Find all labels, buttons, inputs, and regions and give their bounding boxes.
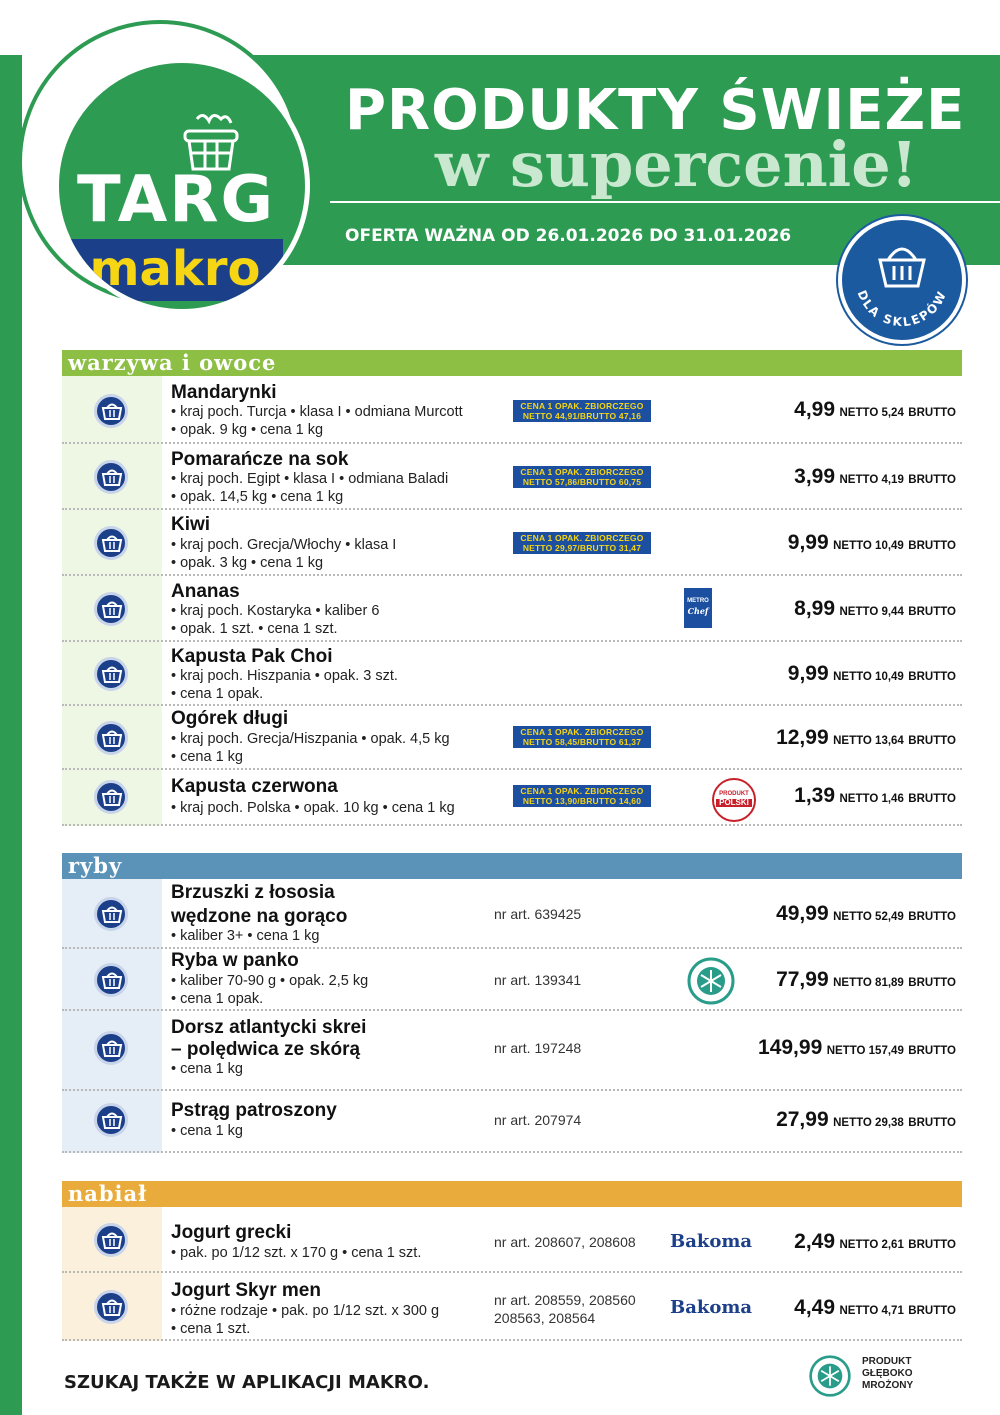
price: 12,99 NETTO 13,64 BRUTTO (776, 726, 956, 749)
basket-icon (94, 592, 128, 626)
basket-icon (94, 526, 128, 560)
basket-icon (94, 963, 128, 997)
basket-icon (94, 897, 128, 931)
product-row[interactable] (62, 770, 962, 826)
product-name: Jogurt grecki (171, 1222, 292, 1243)
basket-icon (94, 1031, 128, 1065)
product-desc: • kraj poch. Grecja/Włochy • klasa I (171, 537, 397, 553)
price: 27,99 NETTO 29,38 BRUTTO (776, 1108, 956, 1131)
price: 49,99 NETTO 52,49 BRUTTO (776, 902, 956, 925)
price: 9,99 NETTO 10,49 BRUTTO (787, 531, 956, 554)
product-name: Kapusta czerwona (171, 776, 338, 797)
product-desc: • kaliber 3+ • cena 1 kg (171, 928, 320, 944)
app-promo-text: SZUKAJ TAKŻE W APLIKACJI MAKRO. (64, 1372, 430, 1393)
product-desc: • kraj poch. Kostaryka • kaliber 6 (171, 603, 380, 619)
offer-validity: OFERTA WAŻNA OD 26.01.2026 DO 31.01.2026 (345, 226, 792, 246)
bulk-price-tag: CENA 1 OPAK. ZBIORCZEGO NETTO 58,45/BRUTTO 61,37 (513, 726, 651, 748)
frozen-legend: PRODUKT GŁĘBOKO MROŻONY (862, 1356, 914, 1391)
product-name: Brzuszki z łososia (171, 882, 335, 903)
product-name: Jogurt Skyr men (171, 1280, 321, 1301)
product-row[interactable] (62, 376, 962, 444)
price: 149,99 NETTO 157,49 BRUTTO (758, 1036, 956, 1059)
product-desc: • cena 1 szt. (171, 1321, 251, 1337)
product-name: – polędwica ze skórą (171, 1039, 361, 1060)
logo-makro-text: makro (67, 239, 283, 301)
section-produce-header: warzywa i owoce (62, 350, 962, 376)
page-title: PRODUKTY ŚWIEŻE (345, 78, 966, 143)
page-subtitle: w supercenie! (435, 128, 918, 201)
product-desc: • cena 1 opak. (171, 686, 264, 702)
product-name: Kapusta Pak Choi (171, 646, 333, 667)
product-row[interactable] (62, 1011, 962, 1091)
polish-product-badge: PRODUKT POLSKI (712, 778, 756, 822)
section-dairy-header: nabiał (62, 1181, 962, 1207)
metro-chef-badge: METRO Chef (684, 588, 712, 628)
price: 2,49 NETTO 2,61 BRUTTO (794, 1230, 956, 1253)
product-desc: • cena 1 kg (171, 749, 243, 765)
product-desc: • opak. 1 szt. • cena 1 szt. (171, 621, 338, 637)
product-desc: • kaliber 70-90 g • opak. 2,5 kg (171, 973, 369, 989)
bulk-price-tag: CENA 1 OPAK. ZBIORCZEGO NETTO 13,90/BRUTTO 14,60 (513, 785, 651, 807)
product-row[interactable] (62, 706, 962, 770)
product-desc: • kraj poch. Hiszpania • opak. 3 szt. (171, 668, 398, 684)
product-row[interactable] (62, 576, 962, 642)
product-row[interactable] (62, 510, 962, 576)
snowflake-icon (686, 956, 736, 1006)
bulk-price-tag: CENA 1 OPAK. ZBIORCZEGO NETTO 29,97/BRUTTO 31,47 (513, 532, 651, 554)
bulk-price-tag: CENA 1 OPAK. ZBIORCZEGO NETTO 57,86/BRUTTO 60,75 (513, 466, 651, 488)
basket-icon (94, 657, 128, 691)
product-desc: • cena 1 opak. (171, 991, 264, 1007)
product-desc: • kraj poch. Egipt • klasa I • odmiana Baladi (171, 471, 449, 487)
product-name: Ryba w panko (171, 950, 299, 971)
product-desc: • pak. po 1/12 szt. x 170 g • cena 1 szt. (171, 1245, 422, 1261)
basket-icon (94, 780, 128, 814)
product-desc: • różne rodzaje • pak. po 1/12 szt. x 300 g (171, 1303, 440, 1319)
product-desc: • kraj poch. Polska • opak. 10 kg • cena 1 kg (171, 800, 455, 816)
product-row[interactable] (62, 1091, 962, 1153)
article-number: nr art. 139341 (494, 972, 582, 988)
for-shops-badge (838, 216, 966, 344)
brand-logo: Bakoma (670, 1231, 753, 1252)
svg-text:DLA SKLEPÓW: DLA SKLEPÓW (854, 287, 950, 330)
product-desc: • opak. 3 kg • cena 1 kg (171, 555, 324, 571)
product-row[interactable] (62, 1273, 962, 1341)
article-number: nr art. 197248 (494, 1040, 582, 1056)
brand-logo: Bakoma (670, 1297, 753, 1318)
basket-icon (94, 1103, 128, 1137)
product-row[interactable] (62, 642, 962, 706)
basket-icon (94, 1223, 128, 1257)
price: 1,39 NETTO 1,46 BRUTTO (794, 784, 956, 807)
product-desc: • opak. 9 kg • cena 1 kg (171, 422, 324, 438)
left-green-bar (0, 55, 22, 1415)
product-desc: • kraj poch. Turcja • klasa I • odmiana Murcott (171, 404, 463, 420)
article-number: nr art. 639425 (494, 906, 582, 922)
product-desc: • kraj poch. Grecja/Hiszpania • opak. 4,5 kg (171, 731, 450, 747)
product-name: Pomarańcze na sok (171, 449, 349, 470)
bulk-price-tag: CENA 1 OPAK. ZBIORCZEGO NETTO 44,91/BRUTTO 47,16 (513, 400, 651, 422)
article-number: nr art. 208607, 208608 (494, 1234, 636, 1250)
basket-icon (94, 1290, 128, 1324)
logo-targ-text: TARG (77, 163, 276, 237)
article-number: 208563, 208564 (494, 1310, 596, 1326)
price: 4,49 NETTO 4,71 BRUTTO (794, 1296, 956, 1319)
article-number: nr art. 207974 (494, 1112, 582, 1128)
basket-icon (94, 721, 128, 755)
product-name: Ogórek długi (171, 708, 289, 729)
basket-icon (94, 460, 128, 494)
price: 77,99 NETTO 81,89 BRUTTO (776, 968, 956, 991)
product-desc: • cena 1 kg (171, 1061, 243, 1077)
product-name: Pstrąg patroszony (171, 1100, 337, 1121)
basket-icon (94, 394, 128, 428)
product-row[interactable] (62, 879, 962, 949)
product-row[interactable] (62, 1207, 962, 1273)
product-name: Kiwi (171, 514, 211, 535)
section-fish-header: ryby (62, 853, 962, 879)
price: 4,99 NETTO 5,24 BRUTTO (794, 398, 956, 421)
targ-makro-logo (18, 20, 302, 304)
product-name: Dorsz atlantycki skrei (171, 1017, 367, 1038)
price: 8,99 NETTO 9,44 BRUTTO (794, 597, 956, 620)
product-desc: • opak. 14,5 kg • cena 1 kg (171, 489, 344, 505)
product-name: wędzone na gorąco (171, 906, 348, 927)
article-number: nr art. 208559, 208560 (494, 1292, 636, 1308)
product-name: Mandarynki (171, 382, 277, 403)
product-name: Ananas (171, 581, 240, 602)
product-row[interactable] (62, 444, 962, 510)
price: 9,99 NETTO 10,49 BRUTTO (787, 662, 956, 685)
price: 3,99 NETTO 4,19 BRUTTO (794, 465, 956, 488)
product-row[interactable] (62, 949, 962, 1011)
product-desc: • cena 1 kg (171, 1123, 243, 1139)
snowflake-icon (808, 1354, 852, 1398)
